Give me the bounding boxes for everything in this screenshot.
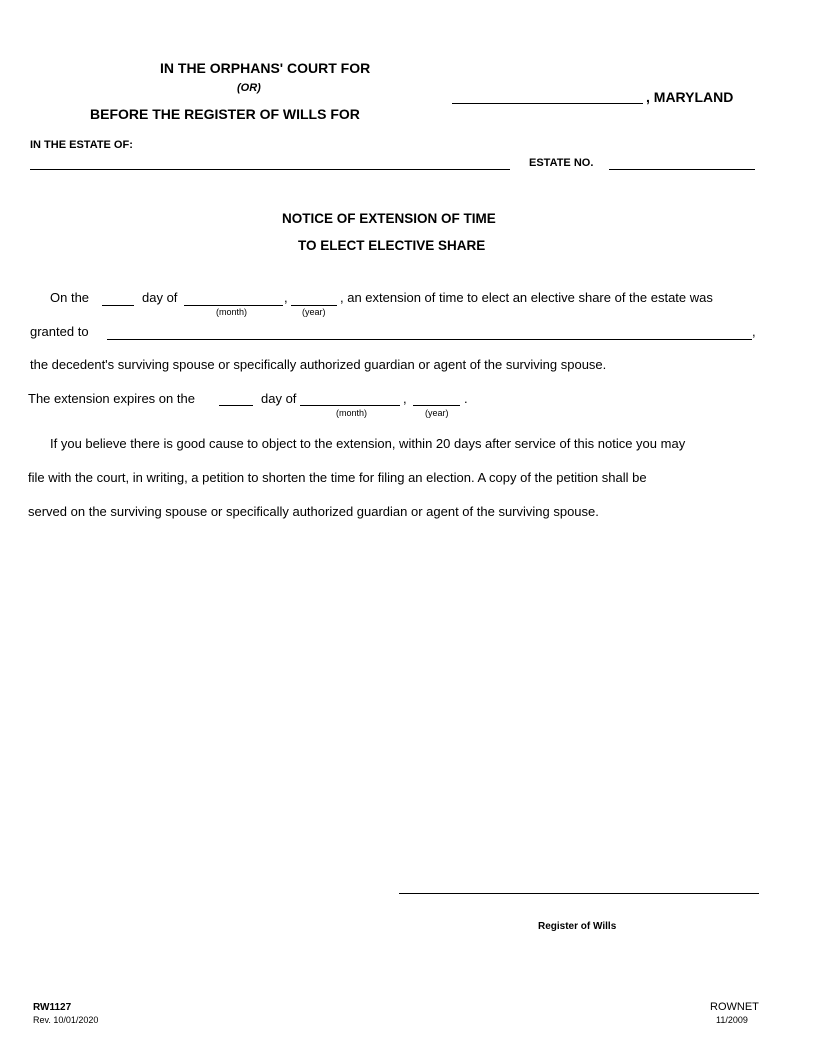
estate-name-field-line[interactable] — [30, 169, 510, 170]
year-caption: (year) — [302, 307, 326, 317]
objection-text-line2: file with the court, in writing, a petition to shorten the time for filing an election. A copy of the petition shall be — [28, 470, 647, 485]
notice-title-line1: NOTICE OF EXTENSION OF TIME — [282, 211, 496, 226]
extension-granted-text: , an extension of time to elect an elective share of the estate was — [340, 290, 713, 305]
expires-month-field-line[interactable] — [300, 405, 400, 406]
expires-day-field-line[interactable] — [219, 405, 253, 406]
or-separator: (OR) — [237, 82, 261, 94]
on-the-label: On the — [50, 290, 90, 305]
objection-text-line3: served on the surviving spouse or specifically authorized guardian or agent of the surviving spouse. — [28, 504, 599, 519]
granted-day-field-line[interactable] — [102, 305, 134, 306]
day-of-label: day of — [142, 290, 178, 305]
register-heading: BEFORE THE REGISTER OF WILLS FOR — [90, 106, 360, 122]
revision-date: Rev. 10/01/2020 — [33, 1015, 99, 1025]
expires-year-field-line[interactable] — [413, 405, 460, 406]
expires-label: The extension expires on the — [28, 391, 195, 406]
form-id: RW1127 — [33, 1002, 72, 1013]
month-caption: (month) — [216, 307, 248, 317]
objection-text-line1: If you believe there is good cause to object to the extension, within 20 days after service of this notice you may — [50, 436, 686, 451]
granted-to-comma: , — [752, 324, 756, 339]
notice-title-line2: TO ELECT ELECTIVE SHARE — [298, 238, 486, 253]
estate-no-field-line[interactable] — [609, 169, 755, 170]
estate-no-label: ESTATE NO. — [529, 157, 594, 169]
system-date: 11/2009 — [716, 1015, 748, 1025]
expires-day-of-label: day of — [261, 391, 297, 406]
expires-comma: , — [403, 391, 407, 406]
decedent-spouse-text: the decedent's surviving spouse or specifically authorized guardian or agent of the surviving spouse. — [30, 357, 607, 372]
state-label: , MARYLAND — [646, 89, 734, 105]
expires-year-caption: (year) — [425, 408, 449, 418]
county-field-line[interactable] — [452, 103, 643, 104]
expires-period: . — [464, 391, 468, 406]
system-name: ROWNET — [710, 1001, 759, 1013]
granted-to-field-line[interactable] — [107, 339, 752, 340]
granted-month-field-line[interactable] — [184, 305, 283, 306]
signature-line[interactable] — [399, 893, 759, 894]
granted-year-field-line[interactable] — [291, 305, 337, 306]
comma-separator: , — [284, 290, 288, 305]
granted-to-label: granted to — [30, 324, 89, 339]
signature-label: Register of Wills — [538, 921, 617, 932]
expires-month-caption: (month) — [336, 408, 368, 418]
court-heading: IN THE ORPHANS' COURT FOR — [160, 60, 371, 76]
estate-of-label: IN THE ESTATE OF: — [30, 139, 133, 151]
